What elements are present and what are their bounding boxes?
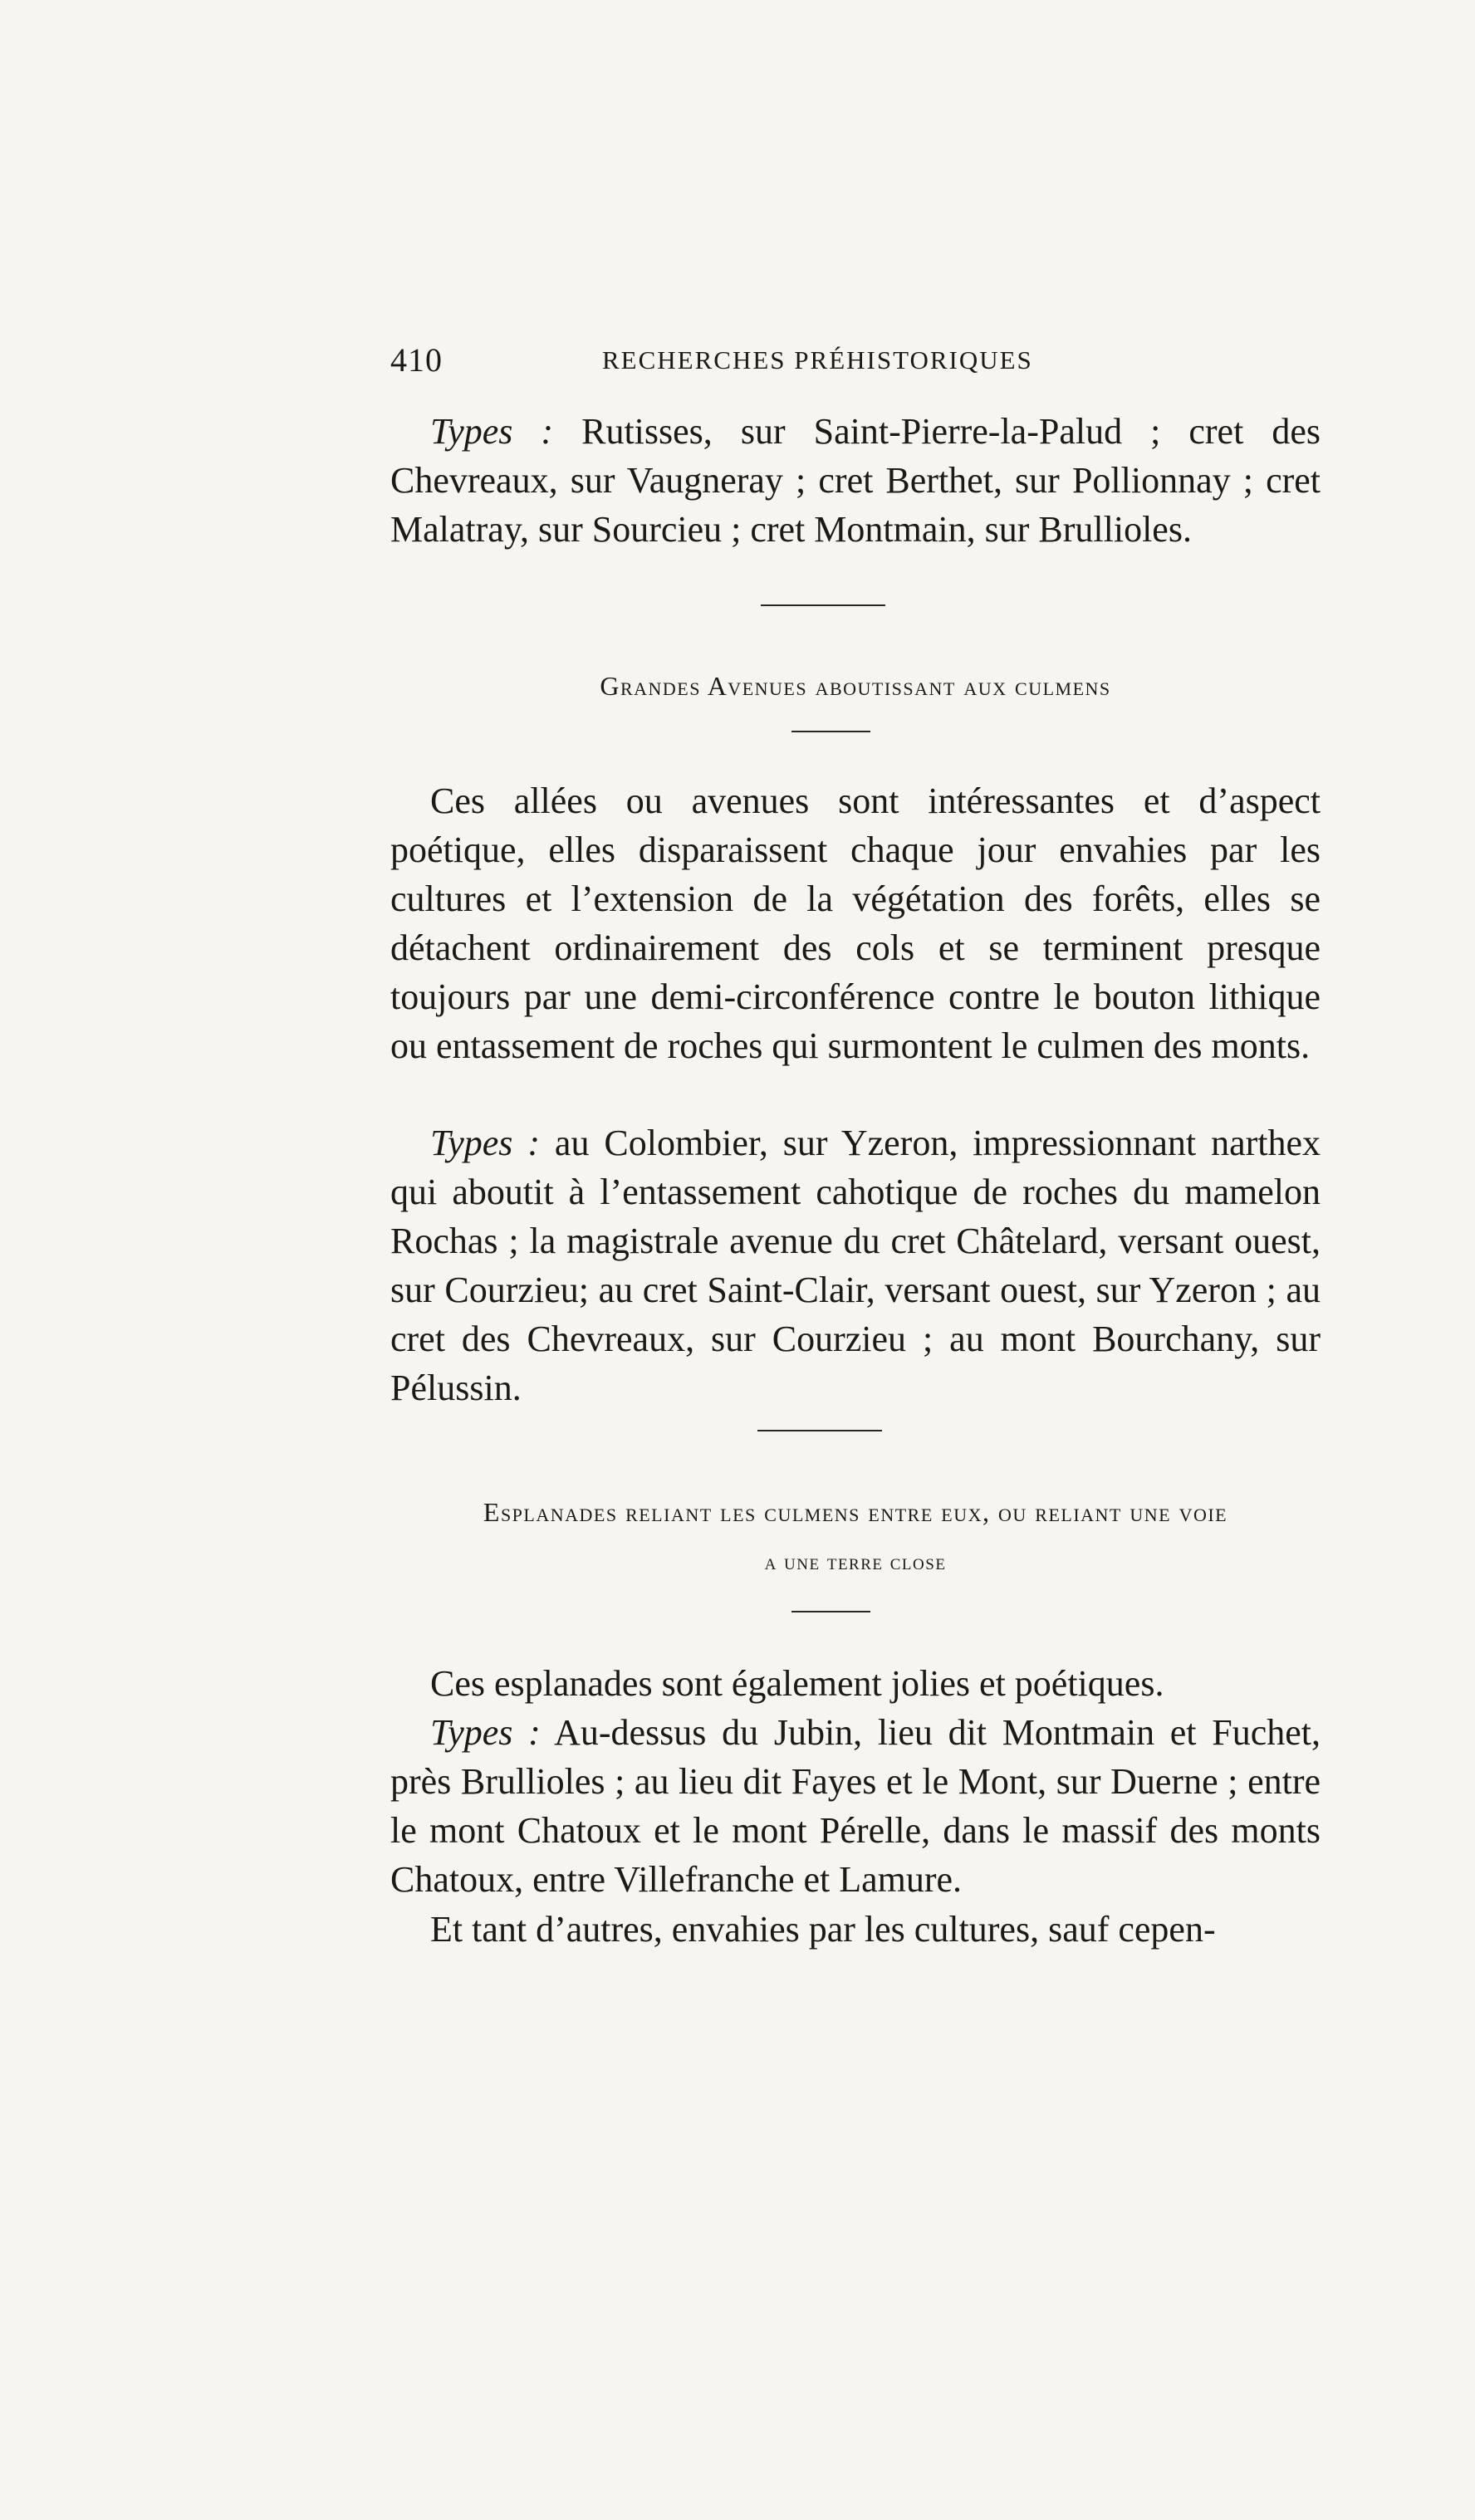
- running-head: [390, 340, 1321, 390]
- paragraph-types-1: [390, 407, 1321, 554]
- separator-rule: [757, 1430, 882, 1431]
- section-title-esplanades-line1: Esplanades reliant les culmens entre eux, ou reliant une voie: [483, 1497, 1228, 1527]
- paragraph-esplanades: [390, 1659, 1321, 1708]
- types-label: Types :: [430, 1123, 540, 1163]
- paragraph-text: Et tant d’autres, envahies par les cultures, sauf cepen-: [430, 1909, 1216, 1950]
- paragraph-types-2: [390, 1118, 1321, 1412]
- types-label: Types :: [430, 411, 554, 452]
- paragraph-text: Ces esplanades sont également jolies et poétiques.: [430, 1663, 1164, 1704]
- types-label: Types :: [430, 1712, 541, 1753]
- paragraph-avenues: [390, 776, 1321, 1070]
- separator-rule: [791, 731, 870, 732]
- running-title: RECHERCHES PRÉHISTORIQUES: [602, 345, 1033, 374]
- section-title-esplanades-line2: a une terre close: [764, 1549, 947, 1574]
- separator-rule: [761, 604, 885, 606]
- section-title-grandes-avenues: Grandes Avenues aboutissant aux culmens: [600, 671, 1111, 701]
- paragraph-continuation: [390, 1905, 1321, 1954]
- paragraph-text: Ces allées ou avenues sont intéressantes et d’aspect poétique, elles disparaissent chaque jour envahies par les cultures et l’extension de la végétation des forêts, elles se détachent ordinairement des cols et se terminent presque toujours par une demi-circonférence contre le bouton lithique ou entassement de roches qui surmontent le culmen des monts.: [390, 780, 1321, 1066]
- separator-rule: [791, 1611, 870, 1612]
- page-number: 410: [390, 341, 443, 379]
- paragraph-text: Au-dessus du Jubin, lieu dit Montmain et Fuchet, près Brullioles ; au lieu dit Fayes et le Mont, sur Duerne ; entre le mont Chatoux et le mont Pérelle, dans le massif des monts Chatoux, entre Villefranche et Lamure.: [390, 1712, 1321, 1900]
- paragraph-text: au Colombier, sur Yzeron, impressionnant narthex qui aboutit à l’entassement cahotique de roches du mamelon Rochas ; la magistrale avenue du cret Châtelard, versant ouest, sur Courzieu; au cret Saint-Clair, versant ouest, sur Yzeron ; au cret des Chevreaux, sur Courzieu ; au mont Bourchany, sur Pélussin.: [390, 1123, 1321, 1408]
- paragraph-types-3: [390, 1708, 1321, 1904]
- paragraph-text: Rutisses, sur Saint-Pierre-la-Palud ; cret des Chevreaux, sur Vaugneray ; cret Berthet, sur Pollionnay ; cret Malatray, sur Sourcieu ; cret Montmain, sur Brullioles.: [390, 411, 1321, 550]
